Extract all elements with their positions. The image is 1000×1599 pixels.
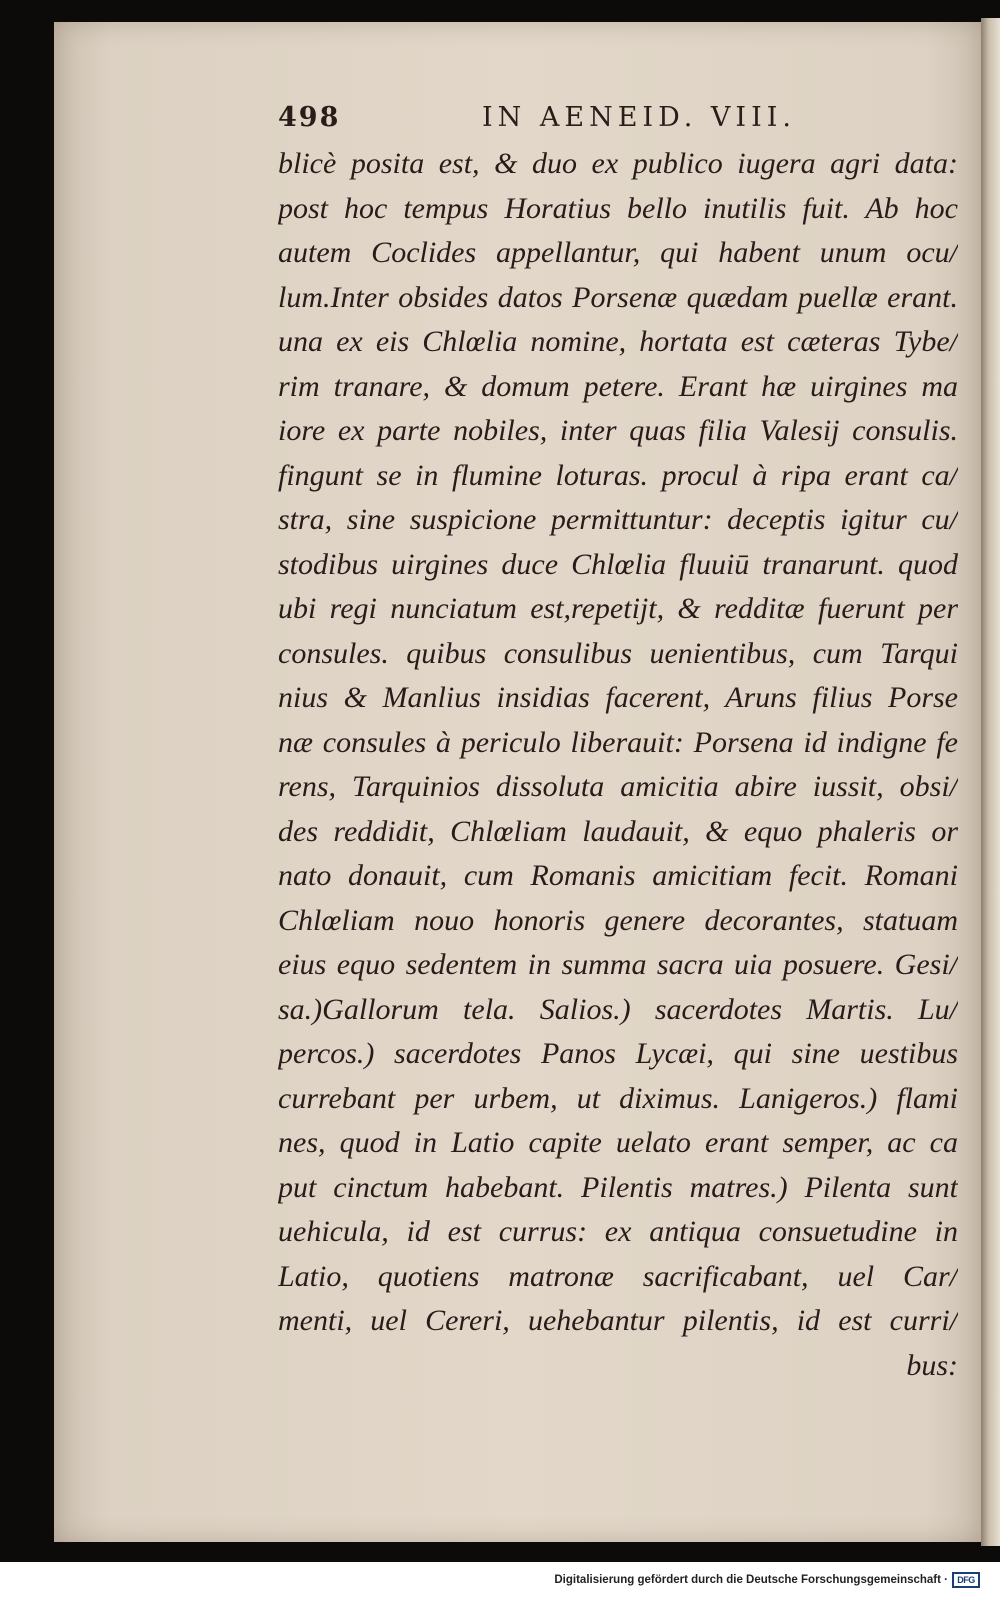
text-line: currebant per urbem, ut diximus. Lanigeros.) flami: [278, 1081, 958, 1115]
text-line: uehicula, id est currus: ex antiqua consuetudine in: [278, 1215, 958, 1248]
text-line: rim tranare, & domum petere. Erant hæ uirgines ma: [278, 369, 958, 403]
catchword: bus:: [906, 1348, 958, 1382]
text-line: autem Coclides appellantur, qui habent unum ocu/: [278, 236, 958, 269]
footer-bar: [0, 1562, 1000, 1599]
text-line: Latio, quotiens matronæ sacrificabant, uel Car/: [278, 1259, 958, 1293]
text-line: lum.Inter obsides datos Porsenæ quædam puellæ erant.: [278, 280, 958, 314]
running-head: [278, 102, 958, 142]
text-line: iore ex parte nobiles, inter quas filia Valesij consulis.: [278, 414, 958, 447]
running-title: IN AENEID. VIII.: [482, 102, 797, 133]
text-line: fingunt se in flumine loturas. procul à ripa erant ca/: [278, 458, 958, 492]
text-line: sa.)Gallorum tela. Salios.) sacerdotes Martis. Lu/: [278, 992, 958, 1026]
body-text: [278, 142, 958, 1388]
funding-credit: Digitalisierung gefördert durch die Deutsche Forschungsgemeinschaft ·: [554, 1574, 948, 1586]
page-number: 498: [278, 102, 341, 133]
text-line: put cinctum habebant. Pilentis matres.) Pilenta sunt: [278, 1170, 958, 1204]
text-line: nato donauit, cum Romanis amicitiam fecit. Romani: [278, 859, 958, 892]
text-line: blicè posita est, & duo ex publico iugera agri data:: [278, 147, 958, 180]
text-line: stodibus uirgines duce Chlœlia fluuiū tranarunt. quod: [278, 547, 958, 581]
dfg-logo: DFG: [952, 1572, 980, 1588]
text-line: stra, sine suspicione permittuntur: deceptis igitur cu/: [278, 503, 958, 536]
page-edge: [981, 18, 1000, 1546]
text-line: una ex eis Chlœlia nomine, hortata est cæteras Tybe/: [278, 325, 958, 358]
text-line: rens, Tarquinios dissoluta amicitia abire iussit, obsi/: [278, 770, 958, 803]
text-line: des reddidit, Chlœliam laudauit, & equo phaleris or: [278, 814, 958, 848]
text-line: eius equo sedentem in summa sacra uia posuere. Gesi/: [278, 948, 958, 981]
text-line: ubi regi nunciatum est,repetijt, & redditæ fuerunt per: [278, 592, 958, 625]
text-line: Chlœliam nouo honoris genere decorantes, statuam: [278, 903, 958, 937]
text-line: nes, quod in Latio capite uelato erant semper, ac ca: [278, 1126, 958, 1159]
text-line: næ consules à periculo liberauit: Porsena id indigne fe: [278, 725, 958, 759]
text-line: percos.) sacerdotes Panos Lycæi, qui sine uestibus: [278, 1037, 958, 1070]
text-line: nius & Manlius insidias facerent, Aruns filius Porse: [278, 681, 958, 714]
text-line: consules. quibus consulibus uenientibus, cum Tarqui: [278, 636, 958, 670]
text-line: post hoc tempus Horatius bello inutilis fuit. Ab hoc: [278, 191, 958, 225]
text-line: menti, uel Cereri, uehebantur pilentis, id est curri/: [278, 1304, 958, 1337]
